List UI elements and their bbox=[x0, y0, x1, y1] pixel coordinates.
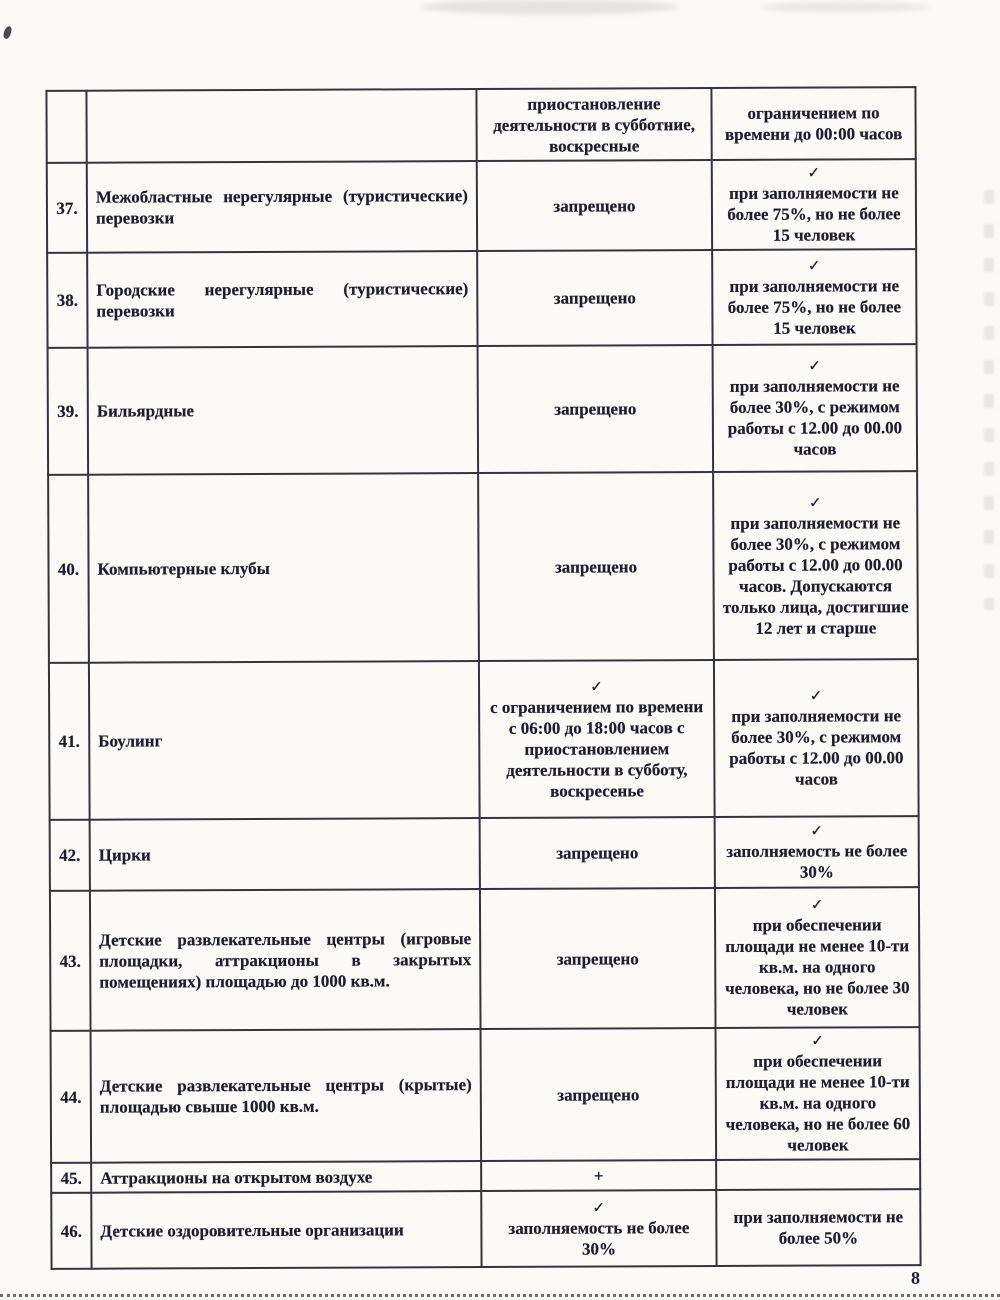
weekend-suspension-text: запрещено bbox=[554, 399, 637, 419]
page-number: 8 bbox=[911, 1268, 920, 1288]
activity-name: Компьютерные клубы bbox=[88, 473, 479, 663]
checkmark-icon: ✓ bbox=[807, 163, 821, 182]
weekend-suspension-text: запрещено bbox=[554, 556, 638, 577]
time-limit-text: при заполняемости не более 50% bbox=[733, 1207, 904, 1248]
weekend-suspension-cell bbox=[478, 345, 714, 473]
weekend-suspension-cell bbox=[478, 472, 714, 661]
table-row bbox=[47, 159, 916, 253]
weekend-suspension-cell bbox=[481, 1028, 717, 1161]
table-row bbox=[50, 816, 919, 891]
weekend-suspension-cell bbox=[481, 1190, 716, 1267]
table-row bbox=[51, 1027, 921, 1163]
checkmark-icon: ✓ bbox=[807, 256, 821, 275]
time-limit-text: при заполняемости не более 30%, с режимом работы с 12.00 до 00.00 часов bbox=[727, 376, 903, 459]
activity-name: Детские развлекательные центры (игровые площадки, аттракционы в закрытых помещениях) площадью до 1000 кв.м. bbox=[90, 889, 481, 1031]
row-number: 43. bbox=[50, 891, 91, 1031]
checkmark-icon: ✓ bbox=[810, 821, 823, 840]
time-limit-text: при обеспечении площади не менее 10-ти кв.м. на одного человека, но не более 30 человек bbox=[725, 915, 910, 1019]
row-number: 46. bbox=[51, 1193, 91, 1269]
table-row bbox=[48, 471, 918, 663]
time-limit-cell bbox=[715, 887, 920, 1028]
activity-name: Детские развлекательные центры (крытые) площадью свыше 1000 кв.м. bbox=[91, 1029, 482, 1163]
time-limit-cell bbox=[712, 159, 916, 250]
activity-name: Аттракционы на открытом воздухе bbox=[91, 1161, 481, 1193]
time-limit-cell bbox=[715, 816, 919, 888]
scan-artifact bbox=[420, 0, 680, 14]
row-number: 44. bbox=[51, 1031, 92, 1163]
scan-artifact bbox=[760, 2, 930, 12]
checkmark-icon bbox=[725, 1174, 911, 1175]
weekend-suspension-text: запрещено bbox=[556, 843, 639, 863]
time-limit-cell bbox=[713, 471, 918, 660]
weekend-suspension-text: запрещено bbox=[557, 1084, 640, 1105]
row-number: 40. bbox=[48, 475, 89, 663]
table-row bbox=[48, 344, 918, 475]
time-limit-cell bbox=[712, 249, 916, 345]
weekend-suspension-cell bbox=[480, 888, 716, 1029]
row-number: 38. bbox=[47, 253, 87, 348]
row-number: 41. bbox=[49, 663, 90, 820]
weekend-suspension-cell bbox=[479, 660, 715, 818]
checkmark-icon: ✓ bbox=[811, 1031, 824, 1050]
row-number: 37. bbox=[47, 163, 87, 253]
weekend-suspension-text: запрещено bbox=[553, 195, 636, 216]
row-number: 39. bbox=[48, 348, 89, 475]
time-limit-cell bbox=[716, 1027, 921, 1160]
weekend-suspension-text: + bbox=[593, 1165, 604, 1186]
activity-name: Городские нерегулярные (туристические) перевозки bbox=[87, 251, 477, 348]
activity-name: Межобластные нерегулярные (туристические) перевозки bbox=[87, 161, 477, 253]
restrictions-table bbox=[45, 86, 921, 1270]
table-row bbox=[50, 887, 920, 1031]
scan-artifact bbox=[984, 190, 994, 610]
time-limit-cell bbox=[716, 1189, 920, 1266]
table-row bbox=[51, 1189, 920, 1269]
header-time-limit: ограничением по времени до 00:00 часов bbox=[711, 87, 915, 160]
checkmark-icon: ✓ bbox=[592, 1197, 606, 1217]
weekend-suspension-cell bbox=[481, 1160, 716, 1191]
time-limit-cell bbox=[713, 344, 918, 472]
weekend-suspension-text: запрещено bbox=[553, 288, 636, 308]
activity-name: Цирки bbox=[90, 818, 480, 891]
table-row bbox=[47, 249, 916, 348]
header-weekend-suspension: приостановление деятельности в субботние, воскресные bbox=[476, 88, 711, 161]
weekend-suspension-cell bbox=[477, 250, 712, 346]
time-limit-text: при обеспечении площади не менее 10-ти кв.м. на одного человека, но не более 60 человек bbox=[725, 1051, 911, 1155]
time-limit-text: при заполняемости не более 30%, с режимом работы с 12.00 до 00.00 часов bbox=[729, 706, 904, 789]
header-number bbox=[46, 91, 86, 163]
activity-name: Бильярдные bbox=[88, 346, 479, 475]
time-limit-cell bbox=[714, 659, 919, 817]
header-activity bbox=[86, 89, 476, 163]
weekend-suspension-cell bbox=[477, 160, 712, 251]
time-limit-text: при заполняемости не более 75%, но не более 15 человек bbox=[727, 183, 901, 245]
row-number: 45. bbox=[51, 1163, 91, 1193]
time-limit-cell bbox=[716, 1159, 920, 1190]
weekend-suspension-text: запрещено bbox=[556, 948, 639, 969]
time-limit-text: при заполняемости не более 75%, но не более 15 человек bbox=[727, 275, 902, 338]
checkmark-icon: ✓ bbox=[808, 356, 821, 375]
scan-artifact bbox=[3, 25, 13, 39]
time-limit-text bbox=[725, 1174, 911, 1175]
checkmark-icon: ✓ bbox=[809, 686, 823, 705]
row-number: 42. bbox=[50, 820, 90, 891]
weekend-suspension-text: заполняемость не более 30% bbox=[508, 1217, 690, 1259]
activity-name: Боулинг bbox=[89, 661, 480, 820]
table-row bbox=[51, 1159, 920, 1193]
table-header-row bbox=[46, 87, 915, 163]
dotted-edge-line bbox=[0, 1294, 1000, 1297]
time-limit-text: при заполняемости не более 30%, с режимом работы с 12.00 до 00.00 часов. Допускаются только лица, достигшие 12 лет и старше bbox=[722, 512, 909, 638]
checkmark-icon: ✓ bbox=[808, 493, 822, 512]
checkmark-icon: ✓ bbox=[590, 676, 603, 696]
activity-name: Детские оздоровительные организации bbox=[91, 1191, 481, 1269]
weekend-suspension-cell bbox=[480, 817, 715, 889]
weekend-suspension-text: с ограничением по времени с 06:00 до 18:00 часов с приостановлением деятельности в субботу, воскресенье bbox=[490, 696, 704, 801]
table-row bbox=[49, 659, 919, 820]
time-limit-text: заполняемость не более 30% bbox=[726, 841, 908, 882]
checkmark-icon: ✓ bbox=[810, 895, 824, 914]
